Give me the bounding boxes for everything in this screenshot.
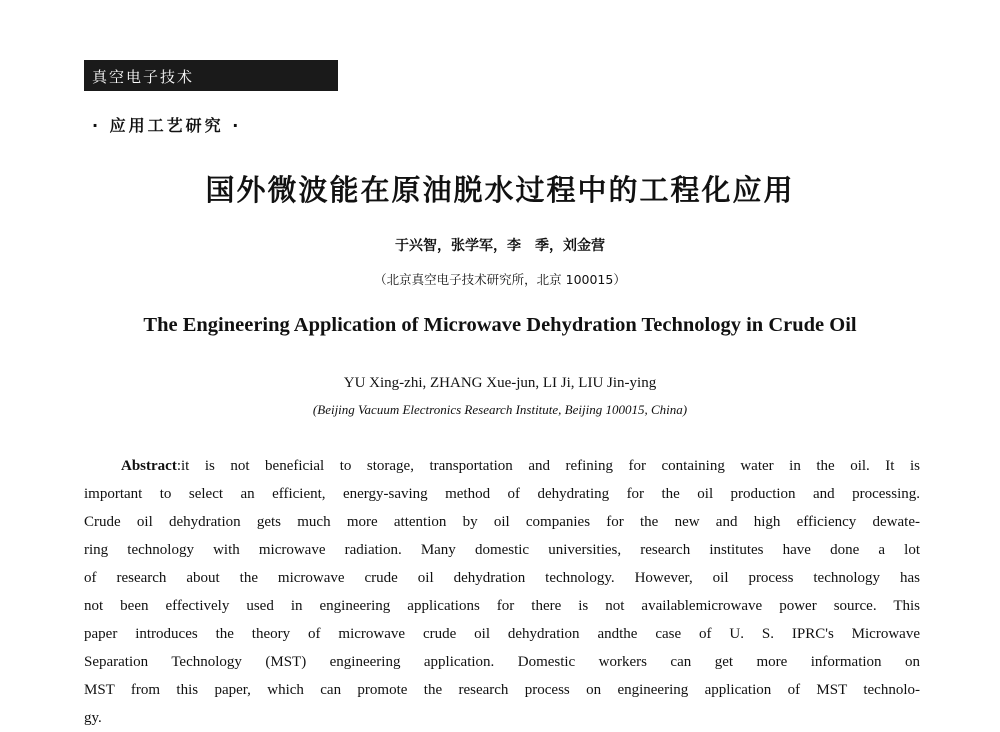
paper-title-english: The Engineering Application of Microwave Dehydration Technology in Crude Oil <box>143 314 857 336</box>
abstract-line: paper introduces the theory of microwave crude oil dehydration andthe case of U. S. IPRC's Microwave <box>84 626 920 642</box>
abstract-line: Separation Technology (MST) engineering application. Domestic workers can get more information on <box>84 654 920 670</box>
affiliation-chinese: （北京真空电子技术研究所，北京 100015） <box>374 272 626 287</box>
affiliation-english: (Beijing Vacuum Electronics Research Institute, Beijing 100015, China) <box>312 402 688 417</box>
journal-name: 真空电子技术 <box>92 68 195 86</box>
abstract-label: Abstract <box>121 458 177 474</box>
section-label: · 应用工艺研究 · <box>92 116 242 135</box>
abstract-line: gy. <box>84 710 102 726</box>
abstract-line: of research about the microwave crude oil dehydration technology. However, oil process technology has <box>84 570 920 586</box>
abstract <box>84 452 920 732</box>
journal-header-bar <box>84 60 338 91</box>
abstract-line-text: :it is not beneficial to storage, transportation and refining for containing water in the oil. It is <box>176 458 920 474</box>
abstract-line: not been effectively used in engineering applications for there is not availablemicrowave power source. This <box>84 598 920 614</box>
authors-chinese: 于兴智，张学军，李 季，刘金营 <box>395 238 605 254</box>
authors-english: YU Xing-zhi, ZHANG Xue-jun, LI Ji, LIU Jin-ying <box>343 375 657 391</box>
abstract-line: important to select an efficient, energy-saving method of dehydrating for the oil production and processing. <box>84 486 920 502</box>
abstract-line: ring technology with microwave radiation. Many domestic universities, research institutes have done a lot <box>84 542 920 558</box>
abstract-line: Crude oil dehydration gets much more attention by oil companies for the new and high efficiency dewate- <box>84 514 920 530</box>
paper-title-chinese: 国外微波能在原油脱水过程中的工程化应用 <box>205 173 795 207</box>
abstract-line <box>84 452 920 480</box>
abstract-line: MST from this paper, which can promote the research process on engineering application of MST technolo- <box>84 682 920 698</box>
